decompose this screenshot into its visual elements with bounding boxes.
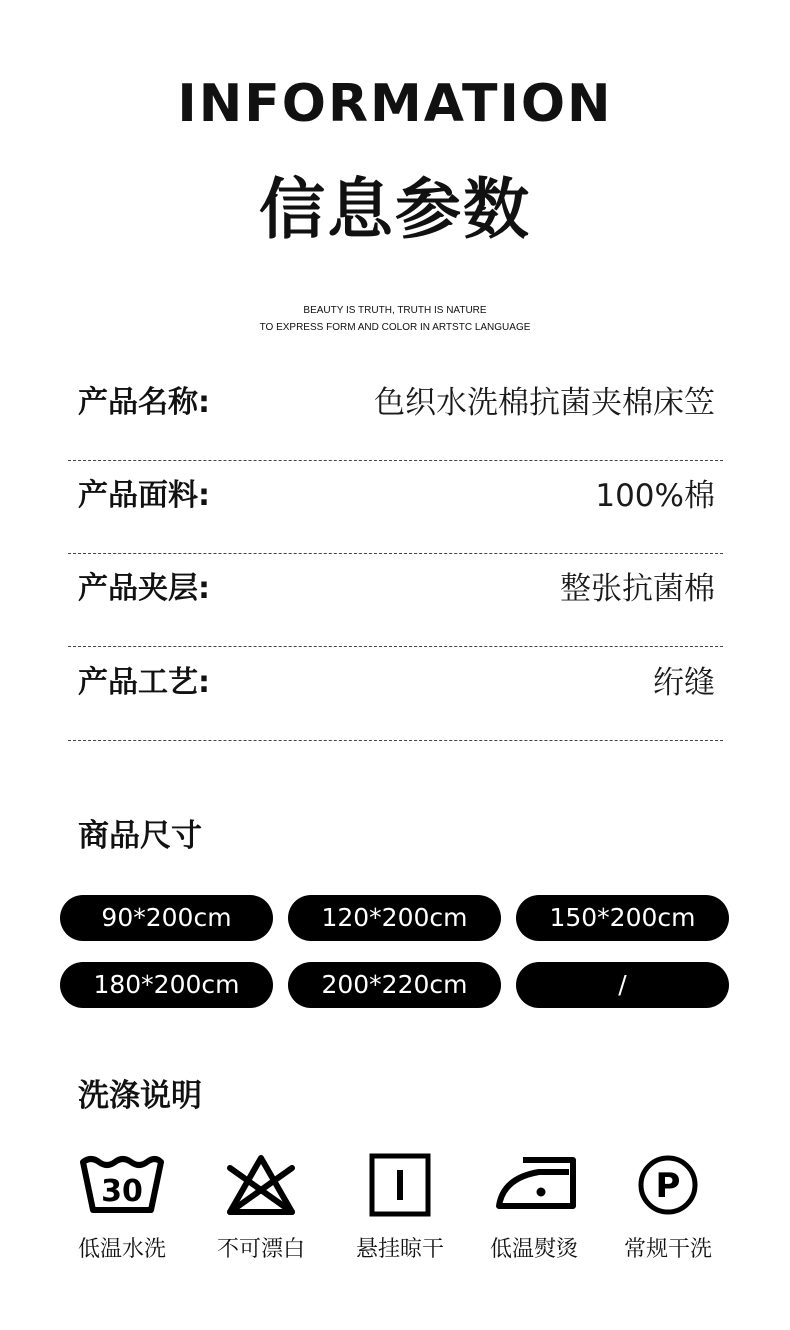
size-pill[interactable]: 180*200cm xyxy=(60,962,273,1008)
spec-label: 产品工艺: xyxy=(78,665,210,700)
tagline-line-2: TO EXPRESS FORM AND COLOR IN ARTSTC LANGUAGE xyxy=(259,322,531,333)
care-item-dryclean xyxy=(603,1150,733,1264)
size-pill[interactable]: 90*200cm xyxy=(60,895,273,941)
size-pill[interactable]: 200*220cm xyxy=(288,962,501,1008)
tagline-line-1: BEAUTY IS TRUTH, TRUTH IS NATURE xyxy=(303,305,487,316)
spec-label: 产品名称: xyxy=(78,385,210,420)
care-title: 洗涤说明 xyxy=(78,1078,202,1114)
spec-row-filling xyxy=(68,554,723,647)
care-label: 低温熨烫 xyxy=(489,1237,578,1262)
care-label: 不可漂白 xyxy=(216,1237,305,1262)
no-bleach-icon xyxy=(216,1150,306,1220)
spec-label: 产品夹层: xyxy=(78,571,210,606)
sizes-title: 商品尺寸 xyxy=(78,818,202,854)
title-chinese: 信息参数 xyxy=(259,171,531,248)
spec-row-name xyxy=(68,368,723,461)
tagline xyxy=(0,302,790,336)
hang-dry-icon xyxy=(355,1150,445,1220)
care-label: 低温水洗 xyxy=(77,1237,166,1262)
spec-row-craft xyxy=(68,648,723,741)
care-label: 常规干洗 xyxy=(623,1237,712,1262)
size-pill[interactable]: / xyxy=(516,962,729,1008)
spec-value: 色织水洗棉抗菌夹棉床笠 xyxy=(374,385,715,421)
title-english: INFORMATION xyxy=(177,74,613,134)
care-label: 悬挂晾干 xyxy=(355,1237,444,1262)
care-item-wash xyxy=(57,1150,187,1264)
size-pill[interactable]: 120*200cm xyxy=(288,895,501,941)
spec-value: 整张抗菌棉 xyxy=(560,571,715,607)
dryclean-letter: P xyxy=(655,1166,681,1206)
wash-temp-text: 30 xyxy=(101,1174,143,1209)
size-pill[interactable]: 150*200cm xyxy=(516,895,729,941)
spec-value: 100%棉 xyxy=(595,478,715,514)
spec-label: 产品面料: xyxy=(78,478,210,513)
spec-row-fabric xyxy=(68,461,723,554)
wash-30-icon xyxy=(77,1150,167,1220)
spec-value: 绗缝 xyxy=(653,665,715,701)
low-iron-icon xyxy=(489,1150,579,1220)
care-item-iron xyxy=(469,1150,599,1264)
dry-clean-p-icon xyxy=(623,1150,713,1220)
care-item-bleach xyxy=(196,1150,326,1264)
care-item-dry xyxy=(335,1150,465,1264)
